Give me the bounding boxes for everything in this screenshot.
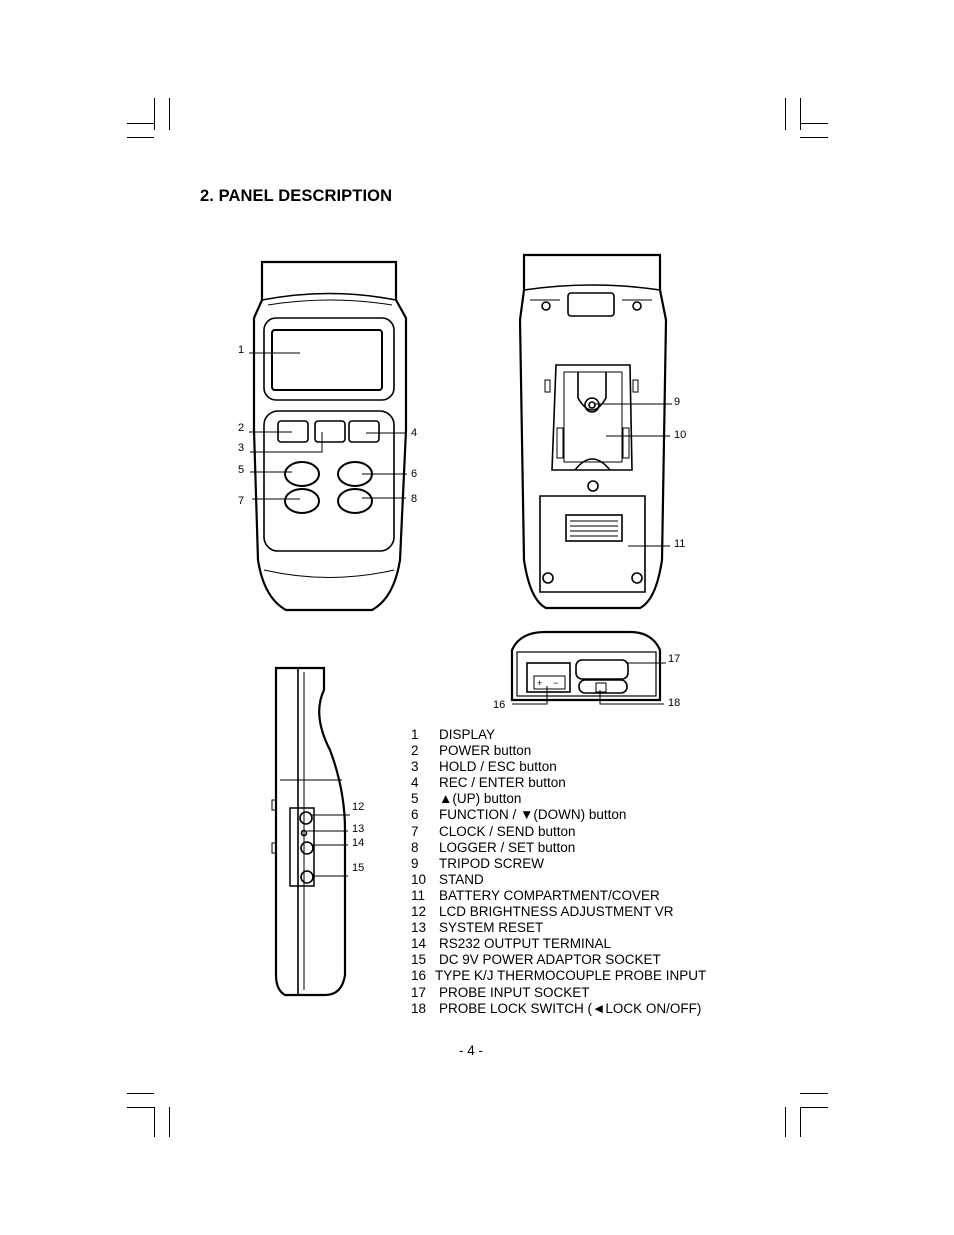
callout-4: 4 <box>411 427 418 439</box>
back-view <box>520 255 672 608</box>
legend-label: STAND <box>439 871 484 887</box>
legend-item <box>411 840 706 856</box>
callout-7: 7 <box>238 495 245 507</box>
legend-label: SYSTEM RESET <box>439 920 544 936</box>
legend-item <box>411 791 706 807</box>
legend-item <box>411 856 706 872</box>
legend-number: 14 <box>411 936 427 952</box>
top-view <box>512 632 666 704</box>
legend-number: 4 <box>411 775 419 791</box>
legend-label: CLOCK / SEND button <box>439 823 576 839</box>
parts-legend <box>411 727 706 1017</box>
callout-14: 14 <box>352 837 365 849</box>
legend-item <box>411 1001 706 1017</box>
legend-number: 10 <box>411 871 427 887</box>
legend-number: 11 <box>411 887 426 903</box>
legend-number: 6 <box>411 807 419 823</box>
legend-label: REC / ENTER button <box>439 775 566 791</box>
legend-label: FUNCTION / ▼(DOWN) button <box>439 807 627 823</box>
legend-number: 17 <box>411 984 427 1000</box>
callout-5: 5 <box>238 464 245 476</box>
legend-number: 3 <box>411 759 419 775</box>
callout-2: 2 <box>238 422 245 434</box>
legend-label: LCD BRIGHTNESS ADJUSTMENT VR <box>439 904 674 920</box>
callout-16: 16 <box>493 699 506 711</box>
callout-8: 8 <box>411 493 418 505</box>
callout-11: 11 <box>674 538 686 550</box>
legend-item <box>411 872 706 888</box>
legend-item <box>411 920 706 936</box>
legend-label: HOLD / ESC button <box>439 759 557 775</box>
callout-3: 3 <box>238 442 245 454</box>
legend-item <box>411 775 706 791</box>
legend-number: 18 <box>411 1000 427 1016</box>
callout-18: 18 <box>668 697 681 709</box>
callout-13: 13 <box>352 823 365 835</box>
legend-item <box>411 759 706 775</box>
legend-label: ▲(UP) button <box>439 791 522 807</box>
legend-item <box>411 936 706 952</box>
legend-number: 8 <box>411 839 419 855</box>
callout-17: 17 <box>668 653 681 665</box>
callout-15: 15 <box>352 862 365 874</box>
legend-item <box>411 952 706 968</box>
page-number: - 4 - <box>459 1043 484 1058</box>
legend-item <box>411 985 706 1001</box>
callout-1: 1 <box>238 344 245 356</box>
svg-text:+: + <box>537 678 543 688</box>
section-heading: 2. PANEL DESCRIPTION <box>200 187 393 205</box>
legend-number: 13 <box>411 920 427 936</box>
callout-6: 6 <box>411 468 418 480</box>
legend-item <box>411 743 706 759</box>
callout-9: 9 <box>674 396 681 408</box>
callout-12: 12 <box>352 801 365 813</box>
legend-label: DISPLAY <box>439 727 496 742</box>
legend-number: 15 <box>411 952 427 968</box>
legend-number: 16 <box>411 968 427 984</box>
legend-label: LOGGER / SET button <box>439 839 576 855</box>
legend-item <box>411 968 706 984</box>
legend-number: 2 <box>411 743 419 759</box>
legend-label: POWER button <box>439 743 532 759</box>
legend-label: DC 9V POWER ADAPTOR SOCKET <box>439 952 661 968</box>
legend-label: TRIPOD SCREW <box>439 855 545 871</box>
svg-text:−: − <box>553 678 559 688</box>
callout-10: 10 <box>674 429 687 441</box>
legend-label: TYPE K/J THERMOCOUPLE PROBE INPUT <box>435 968 707 984</box>
legend-label: BATTERY COMPARTMENT/COVER <box>439 887 660 903</box>
legend-item <box>411 904 706 920</box>
legend-number: 9 <box>411 855 419 871</box>
legend-item <box>411 807 706 823</box>
legend-label: PROBE INPUT SOCKET <box>439 984 590 1000</box>
side-view <box>272 668 350 995</box>
legend-label: PROBE LOCK SWITCH (◄LOCK ON/OFF) <box>439 1000 702 1016</box>
legend-item <box>411 727 706 743</box>
legend-number: 5 <box>411 791 419 807</box>
legend-number: 12 <box>411 904 427 920</box>
legend-number: 1 <box>411 727 419 742</box>
legend-item <box>411 824 706 840</box>
front-view <box>249 262 407 610</box>
legend-item <box>411 888 706 904</box>
legend-number: 7 <box>411 823 419 839</box>
legend-label: RS232 OUTPUT TERMINAL <box>439 936 612 952</box>
